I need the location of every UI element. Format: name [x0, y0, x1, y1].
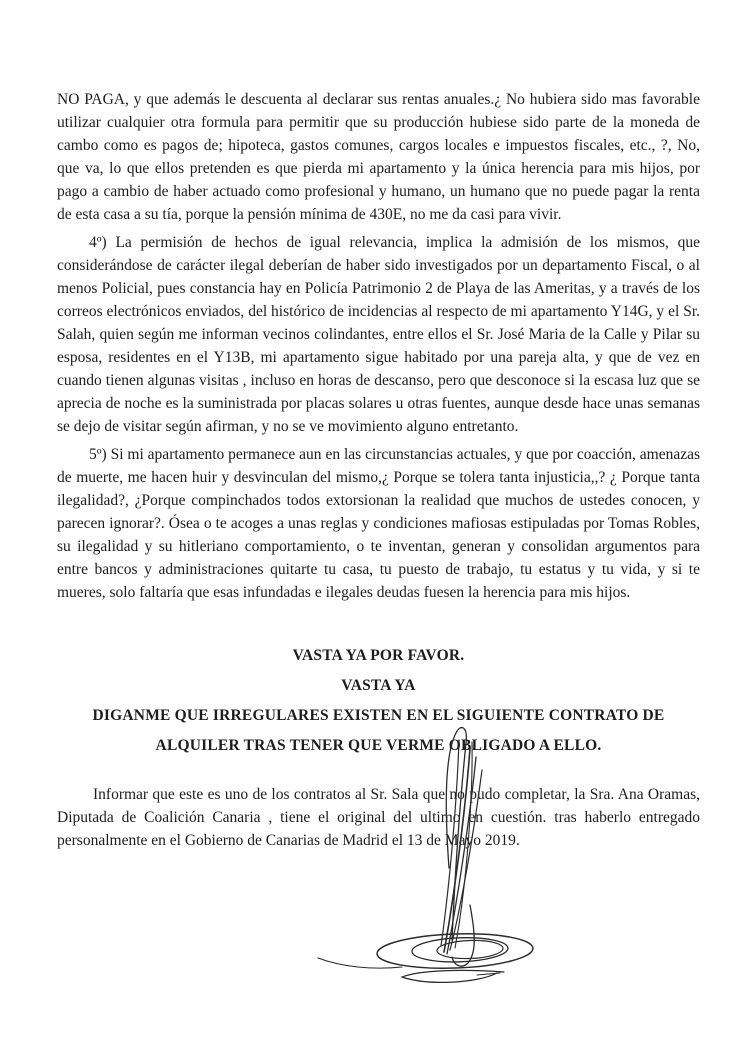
- document-content: [57, 88, 700, 857]
- heading-line: DIGANME QUE IRREGULARES EXISTEN EN EL SIGUIENTE CONTRATO DE: [92, 707, 665, 724]
- heading-block: [57, 642, 700, 759]
- heading-line: VASTA YA POR FAVOR.: [292, 647, 465, 664]
- body-paragraph: 4º) La permisión de hechos de igual relevancia, implica la admisión de los mismos, que considerándose de carácter ilegal deberían de haber sido investigados por un departamento Fiscal, o al menos Policial, pues constancia hay en Policía Patrimonio 2 de Playa de las Ameritas, y a través de los correos electrónicos enviados, del histórico de incidencias al respecto de mi apartamento Y14G, y el Sr. Salah, quien según me informan vecinos colindantes, entre ellos el Sr. José Maria de la Calle y Pilar su esposa, residentes en el Y13B, mi apartamento sigue habitado por una pareja alta, y que de vez en cuando tienen algunas visitas , incluso en horas de descanso, pero que desconoce si la escasa luz que se aprecia de noche es la suministrada por placas solares u otras fuentes, aunque desde hace unas semanas se dejo de visitar según afirman, y no se ve movimiento alguno entretanto.: [57, 234, 700, 435]
- heading-line: VASTA YA: [341, 677, 416, 694]
- body-paragraph: 5º) Si mi apartamento permanece aun en las circunstancias actuales, y que por coacción, amenazas de muerte, me hacen huir y desvinculan del mismo,¿ Porque se tolera tanta injusticia,,? ¿ Porque tanta ilegalidad?, ¿Porque compinchados todos extorsionan la realidad que muchos de ustedes conocen, y parecen ignorar?. Ósea o te acoges a unas reglas y condiciones mafiosas estipuladas por Tomas Robles, su ilegalidad y su hitleriano comportamiento, o te inventan, generan y consolidan argumentos para entre bancos y administraciones quitarte tu casa, tu puesto de trabajo, tu estatus y tu vida, y si te mueres, solo faltaría que esas infundadas e ilegales deudas fuesen la herencia para mis hijos.: [57, 446, 700, 601]
- closing-paragraph: Informar que este es uno de los contratos al Sr. Sala que no pudo completar, la Sra. Ana Oramas, Diputada de Coalición Canaria , tiene el original del ultimo en cuestión. tras haberlo entregado personalmente en el Gobierno de Canarias de Madrid el 13 de Mayo 2019.: [57, 786, 700, 849]
- body-paragraph: NO PAGA, y que además le descuenta al declarar sus rentas anuales.¿ No hubiera sido mas favorable utilizar cualquier otra formula para permitir que su producción hubiese sido parte de la moneda de cambo como es pagos de; hipoteca, gastos comunes, cargos locales e impuestos fiscales, etc., ?, No, que va, lo que ellos pretenden es que pierda mi apartamento y la única herencia para mis hijos, por pago a cambio de haber actuado como profesional y humano, un humano que no puede pagar la renta de esta casa a su tía, porque la pensión mínima de 430E, no me da casi para vivir.: [57, 91, 700, 223]
- heading-line: ALQUILER TRAS TENER QUE VERME OBLIGADO A ELLO.: [155, 737, 602, 754]
